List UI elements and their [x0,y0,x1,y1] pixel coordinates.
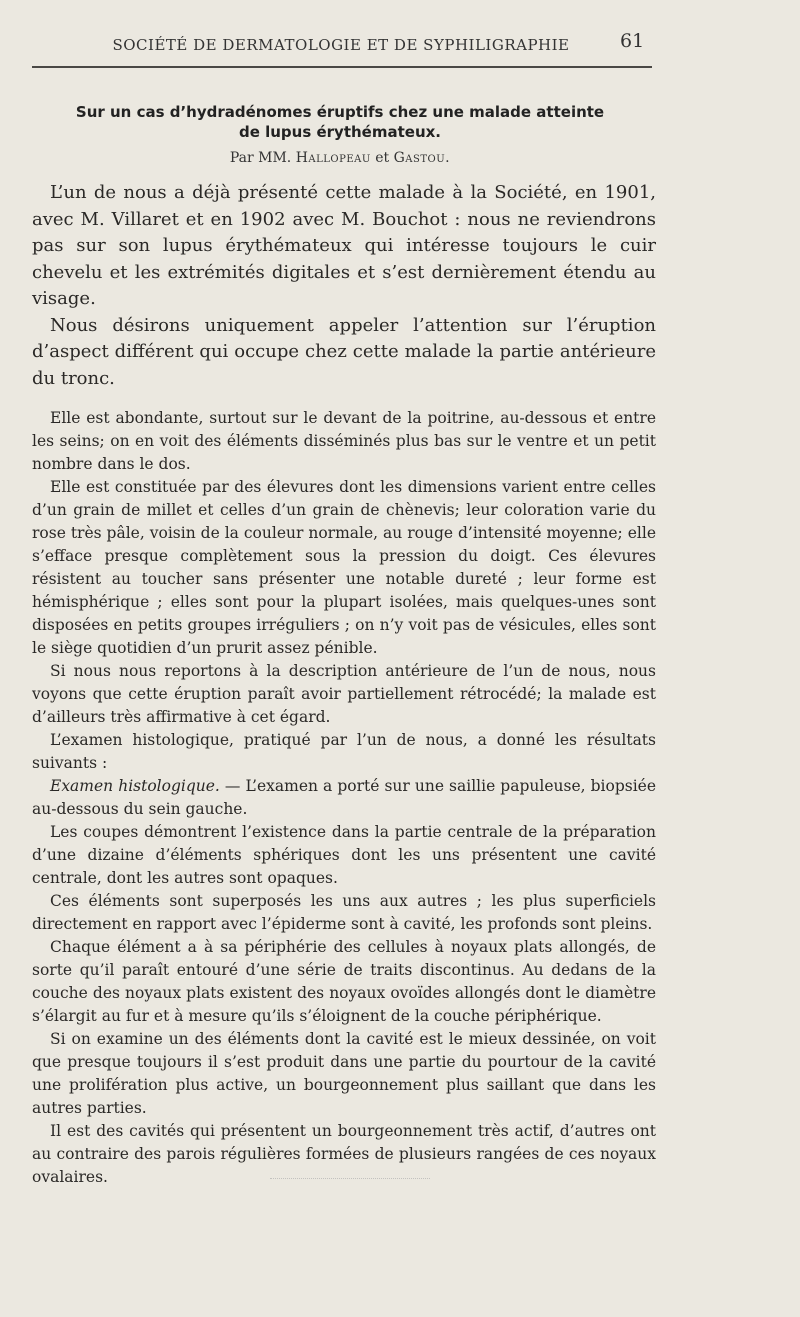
author-gastou: Gastou. [393,150,451,166]
body-paragraph-5-text: — L’examen a porté sur une saillie papuleuse, biopsiée au-dessous du sein gauche. [32,777,656,818]
intro-paragraph-2: Nous désirons uniquement appeler l’attention sur l’éruption d’aspect différent qui occupe chez cette malade la partie antérieure du tronc. [32,314,656,389]
header-rule [32,66,652,68]
body-paragraph-3: Si nous nous reportons à la description antérieure de l’un de nous, nous voyons que cette éruption paraît avoir partiellement rétrocédé; la malade est d’ailleurs très affirmative à cet égard. [32,662,656,726]
article-title-line-2: de lupus érythémateux. [238,123,442,141]
body-section [32,407,656,1189]
intro-paragraph-1: L’un de nous a déjà présenté cette malade à la Société, en 1901, avec M. Villaret et en 1902 avec M. Bouchot : nous ne reviendrons pas sur son lupus érythémateux qui intéresse toujours le cuir chevelu et les extrémités digitales et s’est dernièrement étendu au visage. [32,182,656,309]
author-hallopeau: Hallopeau [295,150,371,166]
page-number: 61 [620,30,645,52]
byline-join: et [375,150,390,166]
article-title-line-1: Sur un cas d’hydradénomes éruptifs chez une malade atteinte [75,103,605,121]
body-paragraph-9: Si on examine un des éléments dont la cavité est le mieux dessinée, on voit que presque toujours il s’est produit dans une partie du pourtour de la cavité une prolifération plus active, un bourgeonnement plus saillant que dans les autres parties. [32,1030,656,1117]
body-paragraph-5 [32,775,656,821]
body-paragraph-10: Il est des cavités qui présentent un bourgeonnement très actif, d’autres ont au contraire des parois régulières formées de plusieurs rangées de ces noyaux ovalaires. [32,1122,656,1186]
body-paragraph-4: L’examen histologique, pratiqué par l’un de nous, a donné les résultats suivants : [32,731,656,772]
section-lead-examen-histologique: Examen histologique. [50,777,220,795]
body-paragraph-6: Les coupes démontrent l’existence dans la partie centrale de la préparation d’une dizaine d’éléments sphériques dont les uns présentent une cavité centrale, dont les autres sont opaques. [32,823,656,887]
byline [40,150,640,166]
intro-section [32,180,656,392]
body-paragraph-2: Elle est constituée par des élevures dont les dimensions varient entre celles d’un grain de millet et celles d’un grain de chènevis; leur coloration varie du rose très pâle, voisin de la couleur normale, au rouge d’intensité moyenne; elle s’efface presque complètement sous la pression du doigt. Ces élevures résistent au toucher sans présenter une notable dureté ; leur forme est hémisphérique ; elles sont pour la plupart isolées, mais quelques-unes sont disposées en petits groupes irréguliers ; on n’y voit pas de vésicules, elles sont le siège quotidien d’un prurit assez pénible. [32,478,656,657]
body-paragraph-1: Elle est abondante, surtout sur le devant de la poitrine, au-dessous et entre les seins; on en voit des éléments disséminés plus bas sur le ventre et un petit nombre dans le dos. [32,409,656,473]
bleed-through-marks [270,1178,430,1181]
running-head: SOCIÉTÉ DE DERMATOLOGIE ET DE SYPHILIGRAPHIE [112,36,570,54]
byline-prefix: Par MM. [229,150,292,166]
article-title [40,102,640,142]
body-paragraph-7: Ces éléments sont superposés les uns aux autres ; les plus superficiels directement en rapport avec l’épiderme sont à cavité, les profonds sont pleins. [32,892,656,933]
body-paragraph-8: Chaque élément a à sa périphérie des cellules à noyaux plats allongés, de sorte qu’il paraît entouré d’une série de traits discontinus. Au dedans de la couche des noyaux plats existent des noyaux ovoïdes allongés dont le diamètre s’élargit au fur et à mesure qu’ils s’éloignent de la couche périphérique. [32,938,656,1025]
